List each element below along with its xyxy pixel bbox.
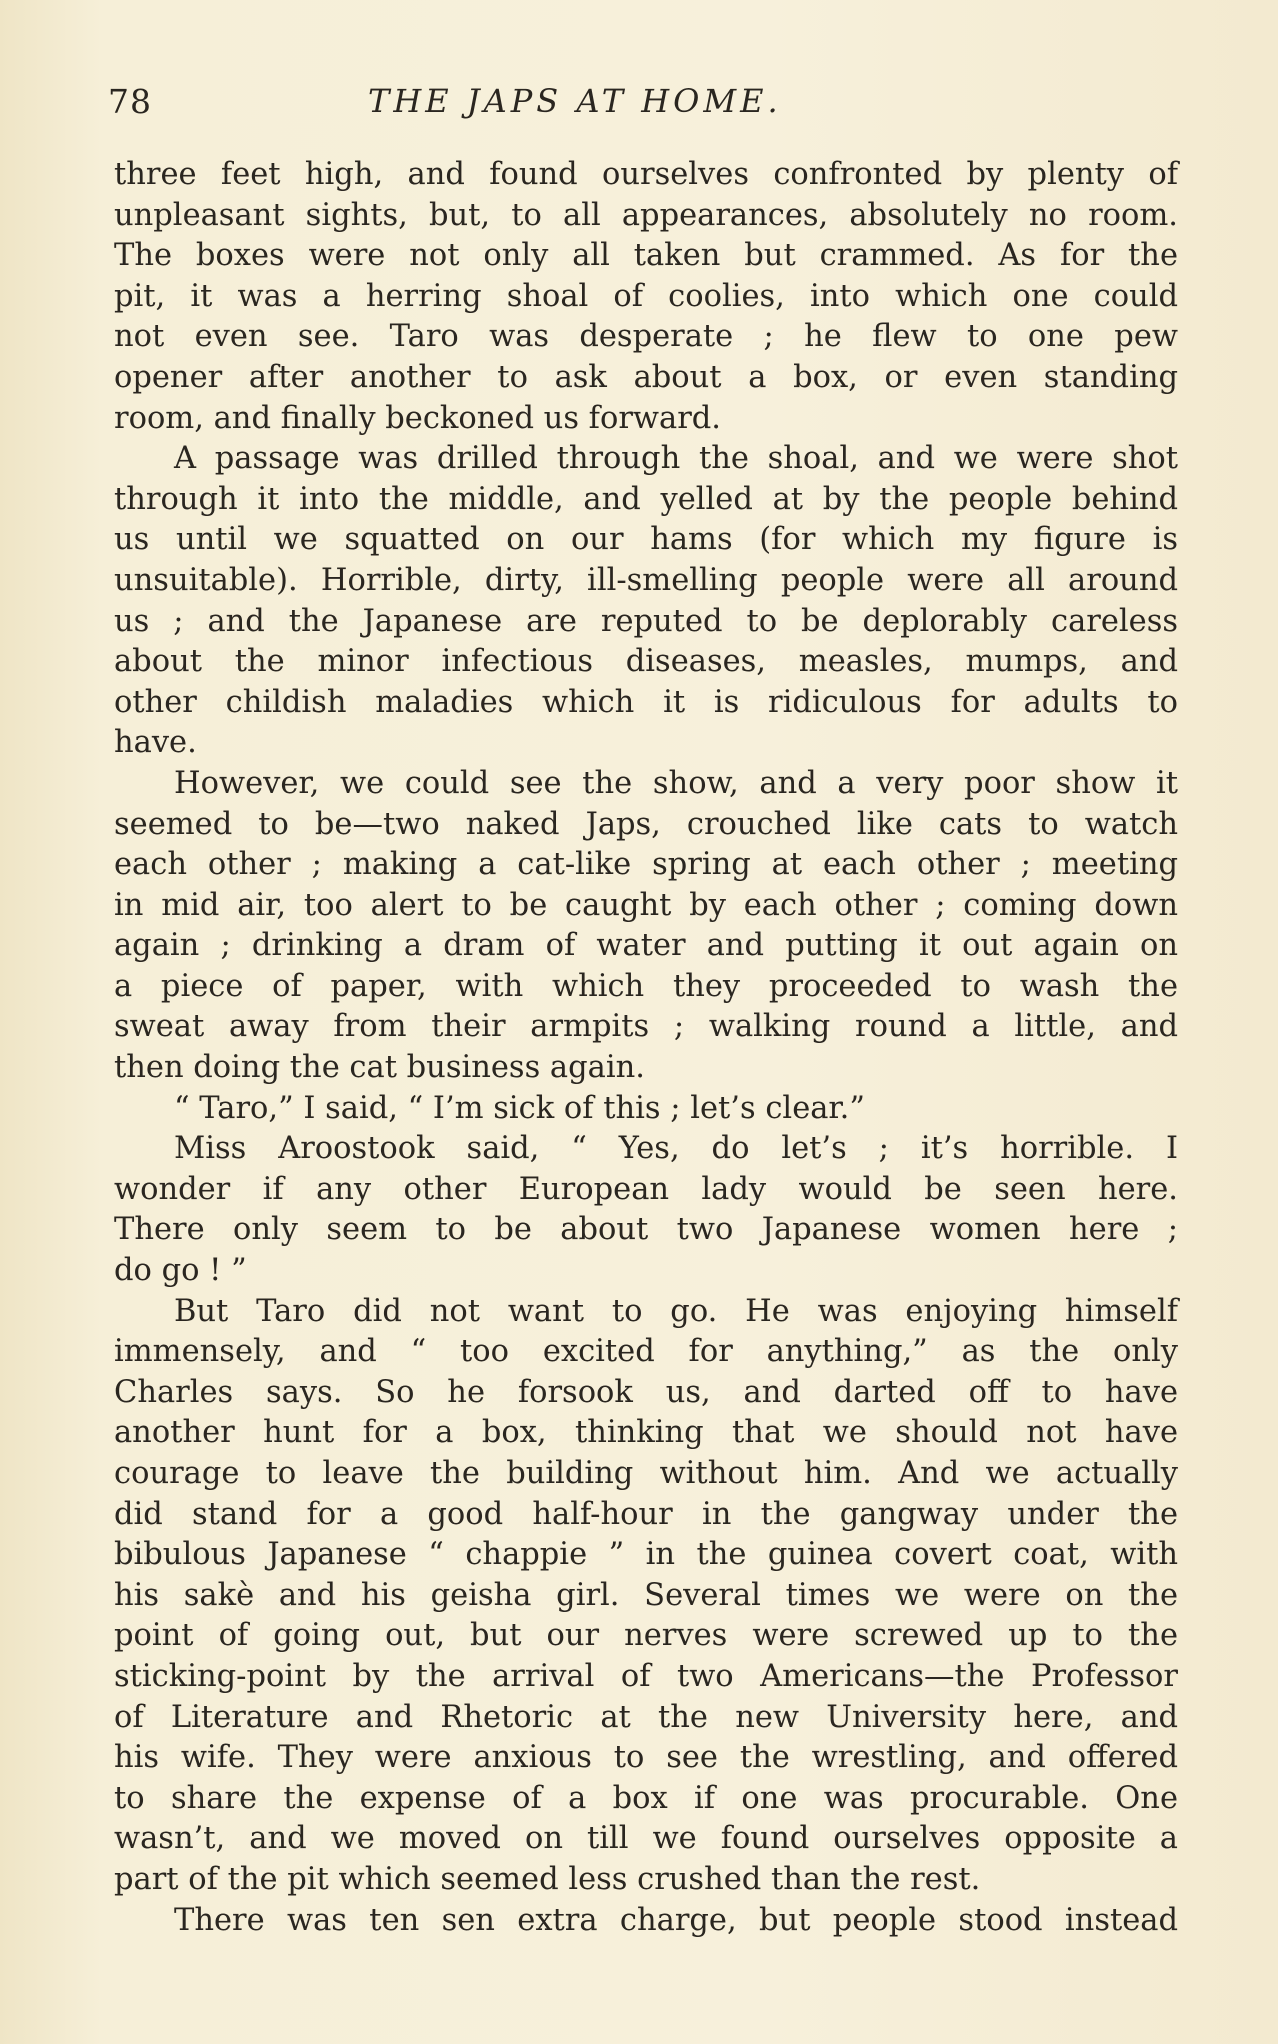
text-line: There was ten sen extra charge, but people stood instead <box>174 1902 1178 1938</box>
text-line: his wife. They were anxious to see the wrestling, and offered <box>114 1740 1178 1776</box>
text-line: in mid air, too alert to be caught by each other ; coming down <box>114 887 1178 923</box>
text-line: us ; and the Japanese are reputed to be deplorably careless <box>114 603 1178 639</box>
text-line: A passage was drilled through the shoal, and we were shot <box>174 441 1178 477</box>
text-line: opener after another to ask about a box, or even standing <box>114 359 1178 395</box>
text-line: But Taro did not want to go. He was enjoying himself <box>174 1293 1178 1329</box>
text-line: Miss Aroostook said, “ Yes, do let’s ; it’s horrible. I <box>174 1131 1178 1167</box>
body-text <box>114 155 1178 1941</box>
text-line: his sakè and his geisha girl. Several times we were on the <box>114 1577 1178 1613</box>
text-line: part of the pit which seemed less crushed than the rest. <box>114 1861 981 1897</box>
text-line: not even see. Taro was desperate ; he flew to one pew <box>114 319 1178 355</box>
text-line: to share the expense of a box if one was procurable. One <box>114 1780 1178 1816</box>
text-line: However, we could see the show, and a very poor show it <box>174 765 1178 801</box>
text-line: room, and finally beckoned us forward. <box>114 400 721 436</box>
text-line: Charles says. So he forsook us, and darted off to have <box>114 1374 1178 1410</box>
text-line: us until we squatted on our hams (for which my figure is <box>114 522 1178 558</box>
text-line: each other ; making a cat-like spring at each other ; meeting <box>114 847 1178 883</box>
text-line: pit, it was a herring shoal of coolies, into which one could <box>114 278 1178 314</box>
text-line: There only seem to be about two Japanese women here ; <box>114 1212 1178 1248</box>
text-line: unsuitable). Horrible, dirty, ill-smelling people were all around <box>114 562 1178 598</box>
page-header <box>108 82 1188 132</box>
text-line: about the minor infectious diseases, measles, mumps, and <box>114 644 1178 680</box>
running-title: THE JAPS AT HOME. <box>368 82 782 120</box>
text-line: wasn’t, and we moved on till we found ourselves opposite a <box>114 1821 1178 1857</box>
text-line: then doing the cat business again. <box>114 1050 645 1086</box>
text-line: have. <box>114 725 197 761</box>
text-line: did stand for a good half-hour in the gangway under the <box>114 1496 1178 1532</box>
text-line: The boxes were not only all taken but crammed. As for the <box>114 238 1178 274</box>
text-line: three feet high, and found ourselves confronted by plenty of <box>114 157 1178 192</box>
text-line: through it into the middle, and yelled at by the people behind <box>114 481 1178 517</box>
text-line: another hunt for a box, thinking that we should not have <box>114 1415 1178 1451</box>
text-line: a piece of paper, with which they proceeded to wash the <box>114 968 1178 1004</box>
text-line: do go ! ” <box>114 1253 247 1289</box>
text-line: unpleasant sights, but, to all appearances, absolutely no room. <box>114 197 1178 233</box>
text-line: bibulous Japanese “ chappie ” in the guinea covert coat, with <box>114 1537 1178 1573</box>
text-line: “ Taro,” I said, “ I’m sick of this ; let’s clear.” <box>174 1090 865 1126</box>
text-line: sticking-point by the arrival of two Americans—the Professor <box>114 1658 1178 1694</box>
text-line: point of going out, but our nerves were screwed up to the <box>114 1618 1178 1654</box>
text-line: wonder if any other European lady would be seen here. <box>114 1171 1178 1207</box>
text-line: sweat away from their armpits ; walking round a little, and <box>114 1009 1178 1045</box>
text-line: of Literature and Rhetoric at the new University here, and <box>114 1699 1178 1735</box>
page-number: 78 <box>108 82 152 121</box>
text-line: courage to leave the building without him. And we actually <box>114 1456 1178 1491</box>
text-line: again ; drinking a dram of water and putting it out again on <box>114 928 1178 964</box>
text-line: immensely, and “ too excited for anything,” as the only <box>114 1334 1178 1370</box>
text-line: other childish maladies which it is ridiculous for adults to <box>114 684 1178 720</box>
text-line: seemed to be—two naked Japs, crouched like cats to watch <box>114 806 1178 842</box>
